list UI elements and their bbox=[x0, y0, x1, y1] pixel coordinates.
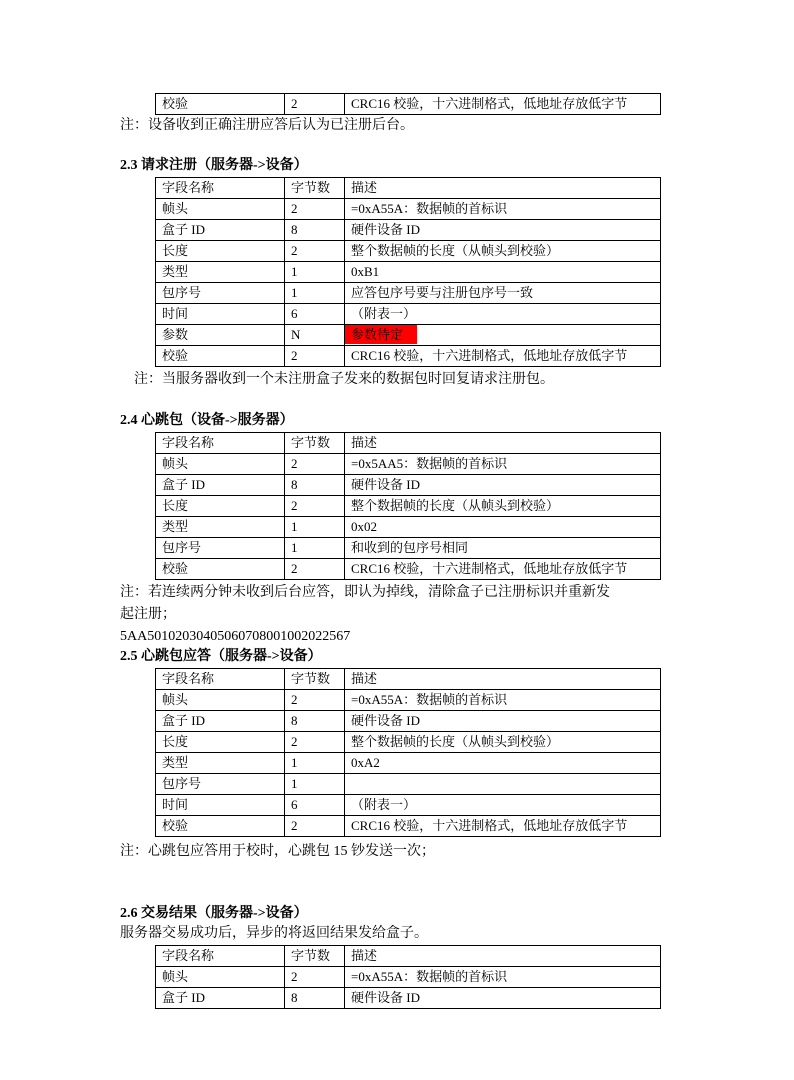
header-cell: 字节数 bbox=[285, 178, 345, 199]
description-cell: CRC16 校验，十六进制格式，低地址存放低字节 bbox=[345, 94, 661, 115]
table-heartbeat-response bbox=[155, 668, 661, 837]
table-row bbox=[156, 325, 661, 346]
description-cell: 硬件设备 ID bbox=[345, 988, 661, 1009]
header-cell: 字段名称 bbox=[156, 178, 285, 199]
table-header-row bbox=[156, 669, 661, 690]
byte-count-cell: 2 bbox=[285, 94, 345, 115]
table-row bbox=[156, 816, 661, 837]
table-row bbox=[156, 732, 661, 753]
field-name-cell: 时间 bbox=[156, 304, 285, 325]
byte-count-cell: 1 bbox=[285, 262, 345, 283]
section-heading-2-3: 2.3 请求注册（服务器->设备） bbox=[120, 158, 308, 173]
table-row bbox=[156, 711, 661, 732]
field-name-cell: 盒子 ID bbox=[156, 711, 285, 732]
table-header-row bbox=[156, 433, 661, 454]
byte-count-cell: 1 bbox=[285, 283, 345, 304]
field-name-cell: 盒子 ID bbox=[156, 220, 285, 241]
header-cell: 字段名称 bbox=[156, 946, 285, 967]
note-heartbeat-response: 注：心跳包应答用于校时，心跳包 15 钞发送一次； bbox=[120, 844, 435, 859]
field-name-cell: 长度 bbox=[156, 241, 285, 262]
header-cell: 字段名称 bbox=[156, 433, 285, 454]
description-cell: （附表一） bbox=[345, 795, 661, 816]
field-name-cell: 校验 bbox=[156, 94, 285, 115]
note-heartbeat-line2: 起注册； bbox=[120, 607, 176, 622]
byte-count-cell: 2 bbox=[285, 454, 345, 475]
table-row bbox=[156, 262, 661, 283]
field-name-cell: 类型 bbox=[156, 753, 285, 774]
byte-count-cell: 6 bbox=[285, 304, 345, 325]
table-row bbox=[156, 94, 661, 115]
byte-count-cell: 2 bbox=[285, 346, 345, 367]
table-row bbox=[156, 346, 661, 367]
section-heading-2-4: 2.4 心跳包（设备->服务器） bbox=[120, 413, 294, 428]
description-cell: （附表一） bbox=[345, 304, 661, 325]
byte-count-cell: 8 bbox=[285, 988, 345, 1009]
table-row bbox=[156, 690, 661, 711]
field-name-cell: 包序号 bbox=[156, 538, 285, 559]
table-row bbox=[156, 241, 661, 262]
description-cell: 应答包序号要与注册包序号一致 bbox=[345, 283, 661, 304]
header-cell: 描述 bbox=[345, 946, 661, 967]
field-name-cell: 包序号 bbox=[156, 774, 285, 795]
field-name-cell: 包序号 bbox=[156, 283, 285, 304]
field-name-cell: 长度 bbox=[156, 496, 285, 517]
table-row bbox=[156, 283, 661, 304]
table-row bbox=[156, 454, 661, 475]
header-cell: 字节数 bbox=[285, 946, 345, 967]
header-cell: 描述 bbox=[345, 433, 661, 454]
header-cell: 描述 bbox=[345, 669, 661, 690]
field-name-cell: 帧头 bbox=[156, 690, 285, 711]
description-cell: =0xA55A：数据帧的首标识 bbox=[345, 967, 661, 988]
field-name-cell: 类型 bbox=[156, 517, 285, 538]
byte-count-cell: 8 bbox=[285, 220, 345, 241]
section-heading-2-5: 2.5 心跳包应答（服务器->设备） bbox=[120, 649, 322, 664]
byte-count-cell: 2 bbox=[285, 241, 345, 262]
field-name-cell: 帧头 bbox=[156, 967, 285, 988]
description-cell: 整个数据帧的长度（从帧头到校验） bbox=[345, 496, 661, 517]
hex-sample: 5AA50102030405060708001002022567 bbox=[120, 629, 351, 644]
table-row bbox=[156, 538, 661, 559]
description-cell: 0xA2 bbox=[345, 753, 661, 774]
table-tail-fragment bbox=[155, 93, 661, 115]
byte-count-cell: 2 bbox=[285, 967, 345, 988]
table-row bbox=[156, 517, 661, 538]
field-name-cell: 类型 bbox=[156, 262, 285, 283]
description-cell: 硬件设备 ID bbox=[345, 220, 661, 241]
field-name-cell: 校验 bbox=[156, 346, 285, 367]
description-cell: =0x5AA5：数据帧的首标识 bbox=[345, 454, 661, 475]
field-name-cell: 校验 bbox=[156, 559, 285, 580]
table-row bbox=[156, 220, 661, 241]
field-name-cell: 长度 bbox=[156, 732, 285, 753]
table-row bbox=[156, 496, 661, 517]
table-row bbox=[156, 753, 661, 774]
table-row bbox=[156, 967, 661, 988]
table-heartbeat bbox=[155, 432, 661, 580]
byte-count-cell: 8 bbox=[285, 475, 345, 496]
byte-count-cell: 2 bbox=[285, 496, 345, 517]
table-row bbox=[156, 795, 661, 816]
header-cell: 字节数 bbox=[285, 669, 345, 690]
description-cell: =0xA55A：数据帧的首标识 bbox=[345, 690, 661, 711]
field-name-cell: 帧头 bbox=[156, 199, 285, 220]
byte-count-cell: 1 bbox=[285, 774, 345, 795]
table-row bbox=[156, 559, 661, 580]
header-cell: 描述 bbox=[345, 178, 661, 199]
description-cell: CRC16 校验，十六进制格式，低地址存放低字节 bbox=[345, 816, 661, 837]
description-cell: 和收到的包序号相同 bbox=[345, 538, 661, 559]
table-header-row bbox=[156, 946, 661, 967]
table-row bbox=[156, 304, 661, 325]
note-registration: 注：设备收到正确注册应答后认为已注册后台。 bbox=[120, 118, 414, 133]
table-row bbox=[156, 199, 661, 220]
description-cell: 硬件设备 ID bbox=[345, 475, 661, 496]
byte-count-cell: 2 bbox=[285, 732, 345, 753]
byte-count-cell: 2 bbox=[285, 199, 345, 220]
byte-count-cell: 1 bbox=[285, 517, 345, 538]
byte-count-cell: N bbox=[285, 325, 345, 346]
byte-count-cell: 2 bbox=[285, 816, 345, 837]
field-name-cell: 盒子 ID bbox=[156, 475, 285, 496]
table-row bbox=[156, 774, 661, 795]
field-name-cell: 盒子 ID bbox=[156, 988, 285, 1009]
description-cell: 0xB1 bbox=[345, 262, 661, 283]
description-cell bbox=[345, 325, 661, 346]
field-name-cell: 时间 bbox=[156, 795, 285, 816]
byte-count-cell: 2 bbox=[285, 559, 345, 580]
description-cell: 整个数据帧的长度（从帧头到校验） bbox=[345, 732, 661, 753]
section-intro-2-6: 服务器交易成功后，异步的将返回结果发给盒子。 bbox=[120, 926, 428, 941]
description-cell: 硬件设备 ID bbox=[345, 711, 661, 732]
byte-count-cell: 1 bbox=[285, 753, 345, 774]
byte-count-cell: 6 bbox=[285, 795, 345, 816]
field-name-cell: 参数 bbox=[156, 325, 285, 346]
description-cell: =0xA55A：数据帧的首标识 bbox=[345, 199, 661, 220]
byte-count-cell: 8 bbox=[285, 711, 345, 732]
description-cell bbox=[345, 774, 661, 795]
byte-count-cell: 1 bbox=[285, 538, 345, 559]
byte-count-cell: 2 bbox=[285, 690, 345, 711]
header-cell: 字节数 bbox=[285, 433, 345, 454]
description-cell: CRC16 校验，十六进制格式，低地址存放低字节 bbox=[345, 559, 661, 580]
table-header-row bbox=[156, 178, 661, 199]
note-heartbeat-line1: 注：若连续两分钟未收到后台应答，即认为掉线，清除盒子已注册标识并重新发 bbox=[120, 585, 610, 600]
note-request-registration: 注：当服务器收到一个未注册盒子发来的数据包时回复请求注册包。 bbox=[134, 372, 554, 387]
description-cell: CRC16 校验，十六进制格式，低地址存放低字节 bbox=[345, 346, 661, 367]
section-heading-2-6: 2.6 交易结果（服务器->设备） bbox=[120, 906, 308, 921]
table-request-registration bbox=[155, 177, 661, 367]
table-row bbox=[156, 988, 661, 1009]
description-cell: 0x02 bbox=[345, 517, 661, 538]
table-transaction-result bbox=[155, 945, 661, 1009]
header-cell: 字段名称 bbox=[156, 669, 285, 690]
field-name-cell: 校验 bbox=[156, 816, 285, 837]
field-name-cell: 帧头 bbox=[156, 454, 285, 475]
description-cell: 整个数据帧的长度（从帧头到校验） bbox=[345, 241, 661, 262]
highlighted-pending-text: 参数待定 bbox=[345, 325, 417, 344]
table-row bbox=[156, 475, 661, 496]
